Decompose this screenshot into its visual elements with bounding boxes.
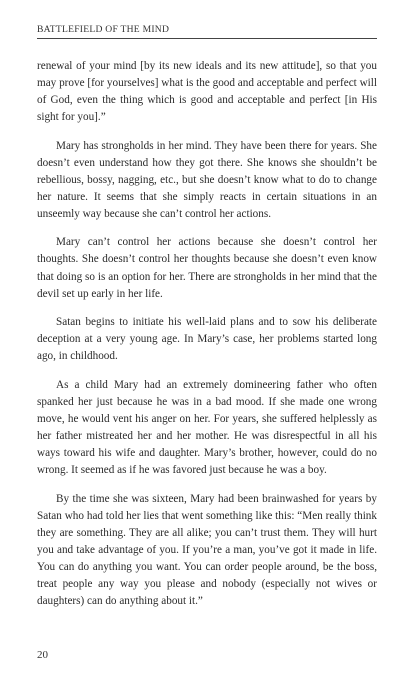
running-title: BATTLEFIELD OF THE MIND (37, 24, 170, 35)
page-body (37, 58, 377, 621)
running-header (37, 22, 377, 39)
paragraph: renewal of your mind [by its new ideals and its new attitude], so that you may prove [for yourselves] what is the good and acceptable and perfect will of God, even the thing which is good and acceptable and perfect [in His sight for you].” (37, 60, 377, 124)
paragraph: Mary has strongholds in her mind. They have been there for years. She doesn’t even understand how they got there. She knows she shouldn’t be rebellious, bossy, nagging, etc., but she doesn’t know what to do to change her nature. It seems that she simply reacts in certain situations in an unseemly way because she can’t control her actions. (37, 139, 377, 220)
paragraph: Satan begins to initiate his well-laid plans and to sow his deliberate deception at a very young age. In Mary’s case, her problems started long ago, in childhood. (37, 316, 377, 363)
paragraph: Mary can’t control her actions because she doesn’t control her thoughts. She doesn’t control her thoughts because she doesn’t even know that doing so is an option for her. There are strongholds in her mind that the devil set up early in her life. (37, 236, 377, 300)
paragraph: By the time she was sixteen, Mary had been brainwashed for years by Satan who had told her lies that went something like this: “Men really think they are something. They are all alike; you can’t trust them. They will hurt you and take advantage of you. If you’re a man, you’ve got it made in life. You can do anything you want. You can order people around, be the boss, treat people any way you please and nobody (especially not wives or daughters) can do anything about it.” (37, 492, 377, 607)
page-number: 20 (37, 649, 48, 661)
paragraph: As a child Mary had an extremely domineering father who often spanked her just because he was in a bad mood. If she made one wrong move, he would vent his anger on her. For years, she suffered helplessly as her father mistreated her and her mother. He was disrespectful in all his ways toward his wife and daughter. Mary’s brother, however, could do no wrong. It seemed as if he was favored just because he was a boy. (37, 378, 377, 476)
